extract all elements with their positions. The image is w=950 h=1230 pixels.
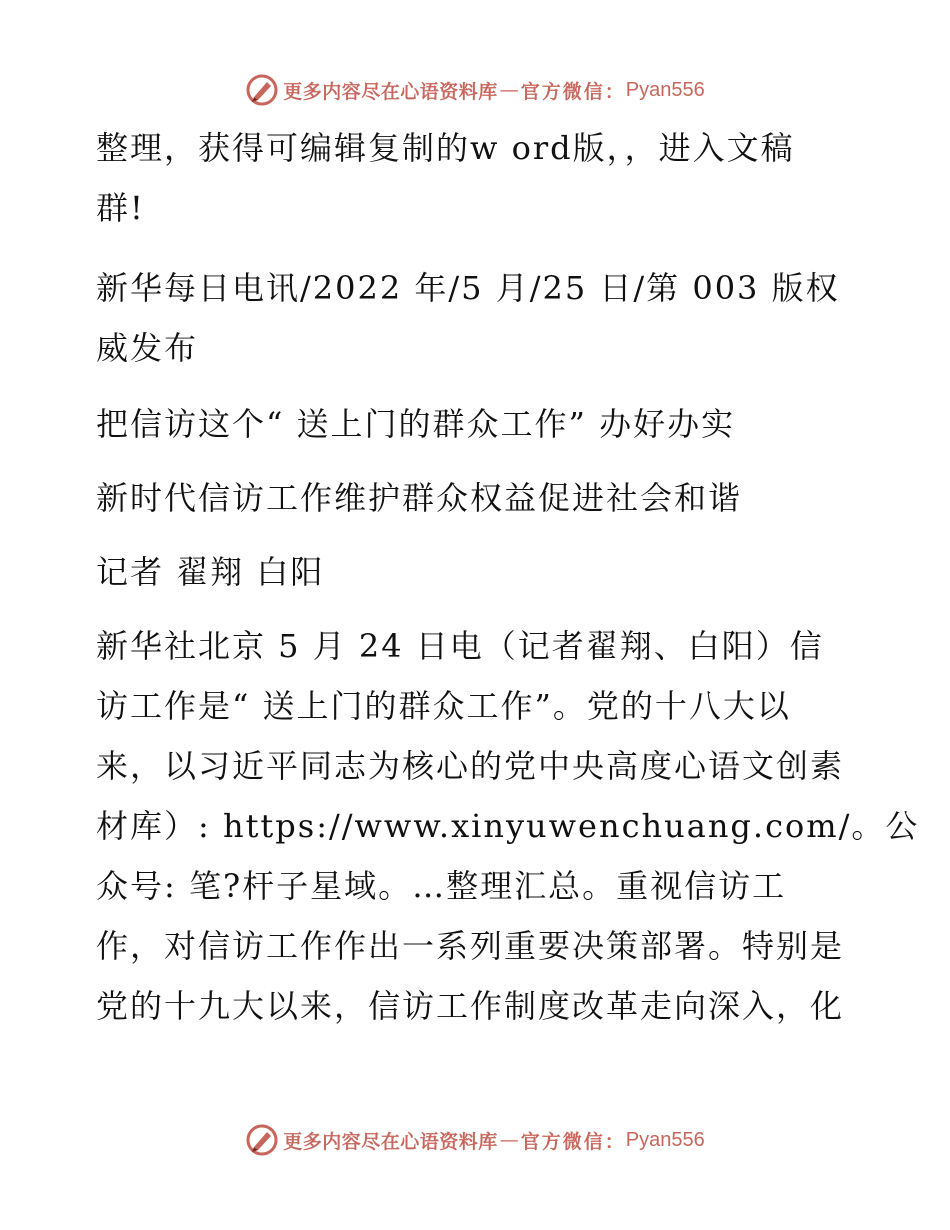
banner-wechat-label: 官方微信： <box>520 80 626 103</box>
text-line: 整理，获得可编辑复制的w ord版，，进入文稿 <box>96 129 795 167</box>
footer-banner <box>0 1120 950 1160</box>
banner-dash: — <box>499 1129 519 1151</box>
text-line: 威发布 <box>96 329 199 367</box>
subheadline: 新时代信访工作维护群众权益促进社会和谐 <box>96 479 743 517</box>
banner-wechat-id: Pyan556 <box>625 1128 705 1151</box>
text-line: 党的十九大以来，信访工作制度改革走向深入，化 <box>96 987 845 1025</box>
header-banner <box>0 70 950 110</box>
banner-text: 更多内容尽在心语资料库 <box>283 1130 498 1153</box>
text-line: 访工作是“ 送上门的群众工作”。党的十八大以 <box>96 687 791 725</box>
text-line: 新华社北京 5 月 24 日电（记者翟翔、白阳）信 <box>96 627 824 665</box>
banner-dash: — <box>499 79 519 101</box>
pen-logo-icon <box>245 73 279 107</box>
banner-wechat-id: Pyan556 <box>625 78 705 101</box>
document-body <box>96 118 920 1036</box>
headline: 把信访这个“ 送上门的群众工作” 办好办实 <box>96 405 736 443</box>
text-line: 作，对信访工作作出一系列重要决策部署。特别是 <box>96 927 845 965</box>
text-line: 众号: 笔?杆子星域。…整理汇总。重视信访工 <box>96 867 787 905</box>
text-line: 新华每日电讯/2022 年/5 月/25 日/第 003 版权 <box>96 269 840 307</box>
text-line: 群! <box>96 189 145 227</box>
pen-logo-icon <box>245 1123 279 1157</box>
text-line: 材库）: https://www.xinyuwenchuang.com/。公 <box>96 807 920 845</box>
banner-text: 更多内容尽在心语资料库 <box>283 80 498 103</box>
text-line: 来，以习近平同志为核心的党中央高度心语文创素 <box>96 747 845 785</box>
banner-wechat-label: 官方微信： <box>520 1130 626 1153</box>
byline: 记者 翟翔 白阳 <box>96 553 325 591</box>
